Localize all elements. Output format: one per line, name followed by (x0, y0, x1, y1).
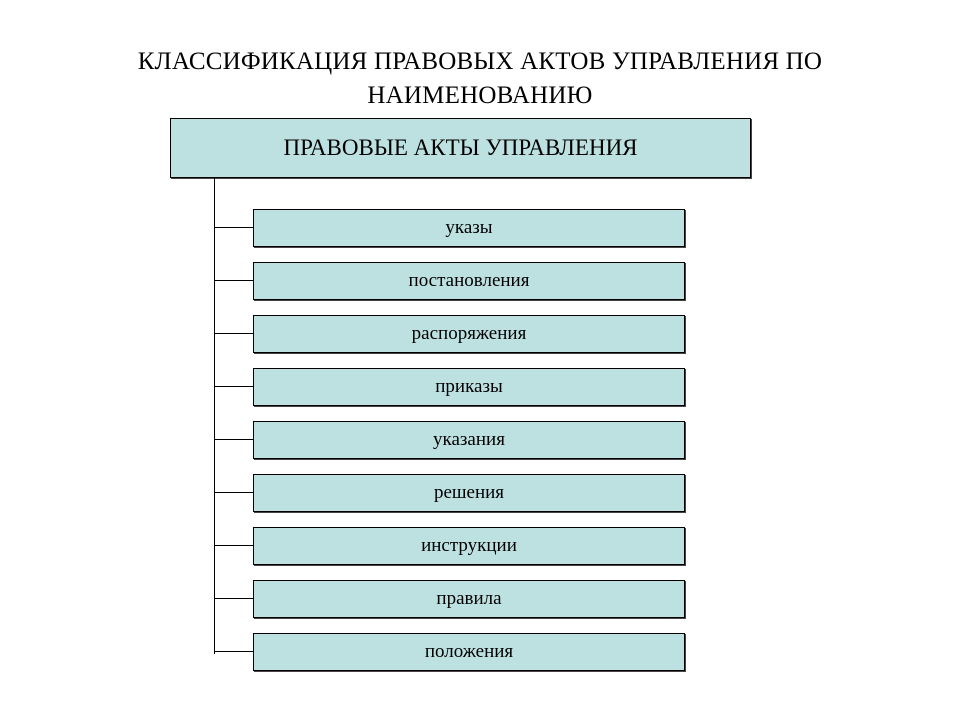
item-node-box (253, 633, 685, 671)
item-connector-line (214, 545, 253, 546)
page-title-line-1: КЛАССИФИКАЦИЯ ПРАВОВЫХ АКТОВ УПРАВЛЕНИЯ ПО (137, 48, 823, 75)
item-node-box (253, 527, 685, 565)
item-node-label: указания (433, 429, 505, 450)
item-node-box (253, 368, 685, 406)
item-node-box (253, 474, 685, 512)
item-connector-line (214, 386, 253, 387)
item-node-label: указы (445, 217, 493, 238)
page-title (80, 45, 880, 113)
tree-trunk-line (214, 178, 215, 654)
root-node-box (170, 118, 751, 178)
item-connector-line (214, 651, 253, 652)
item-connector-line (214, 492, 253, 493)
item-connector-line (214, 280, 253, 281)
item-node-label: постановления (408, 270, 530, 291)
item-node-label: решения (433, 482, 505, 503)
item-node-box (253, 580, 685, 618)
item-node-label: распоряжения (411, 323, 527, 344)
item-node-box (253, 421, 685, 459)
item-node-label: правила (436, 588, 502, 609)
root-node-label: ПРАВОВЫЕ АКТЫ УПРАВЛЕНИЯ (283, 135, 638, 160)
item-connector-line (214, 439, 253, 440)
item-connector-line (214, 227, 253, 228)
item-node-label: положения (424, 641, 514, 662)
item-node-box (253, 209, 685, 247)
item-node-label: приказы (435, 376, 503, 397)
item-node-box (253, 262, 685, 300)
item-connector-line (214, 598, 253, 599)
item-node-box (253, 315, 685, 353)
page-title-line-2: НАИМЕНОВАНИЮ (367, 82, 593, 109)
item-connector-line (214, 333, 253, 334)
item-node-label: инструкции (421, 535, 517, 556)
